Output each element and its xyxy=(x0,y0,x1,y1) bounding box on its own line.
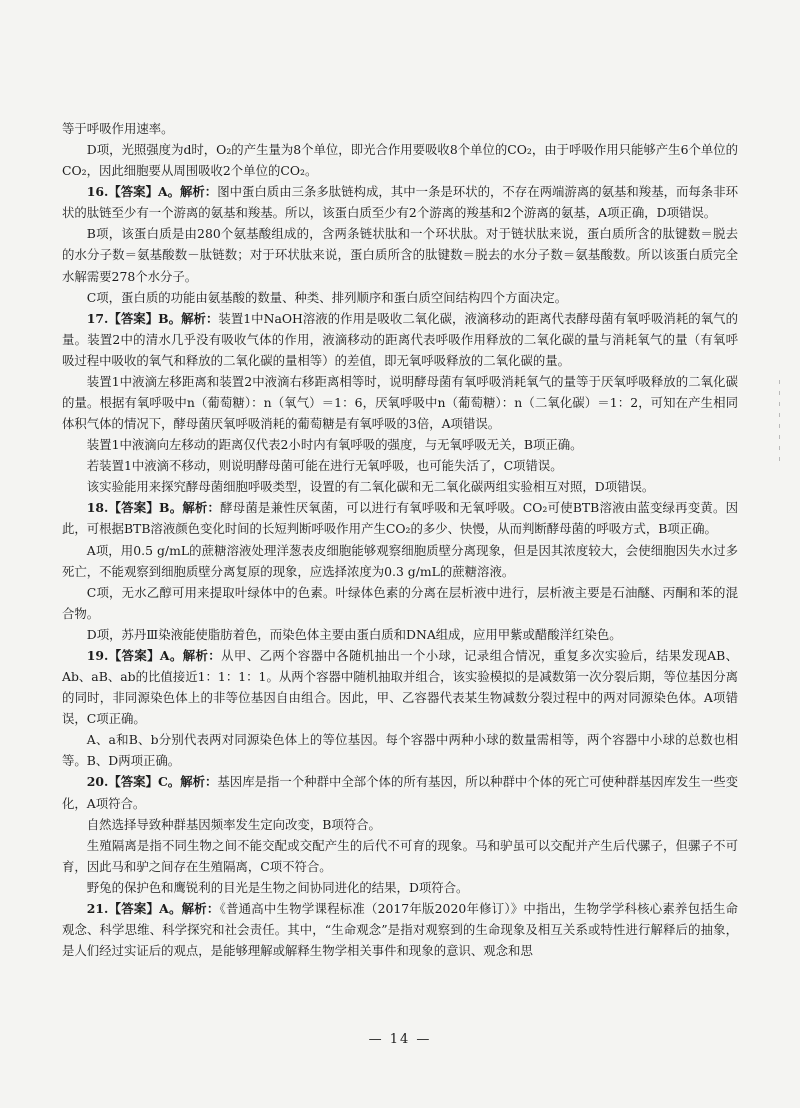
body-paragraph xyxy=(62,814,738,835)
paragraph-text: 《普通高中生物学课程标准（2017年版2020年修订）》中指出，生物学学科核心素养包括生命观念、科学思维、科学探究和社会责任。其中，“生命观念”是指对观察到的生命现象及相互关系或特性进行解释后的抽象，是人们经过实证后的观点，是能够理解或解释生物学相关事件和现象的意识、观念和思 xyxy=(62,900,738,959)
body-paragraph xyxy=(62,139,738,181)
question-number: 21. xyxy=(86,900,109,916)
paragraph-text: 装置1中液滴左移距离和装置2中液滴右移距离相等时，说明酵母菌有氧呼吸消耗氧气的量等于厌氧呼吸释放的二氧化碳的量。根据有氧呼吸中n（葡萄糖）：n（氧气）＝1：6，厌氧呼吸中n（葡萄糖）：n（二氧化碳）＝1：2，可知在产生相同体积气体的情况下，酵母菌厌氧呼吸消耗的葡萄糖是有氧呼吸的3倍，A项错误。 xyxy=(62,373,738,432)
paragraph-text: C项，蛋白质的功能由氨基酸的数量、种类、排列顺序和蛋白质空间结构四个方面决定。 xyxy=(86,289,568,305)
paragraph-text: D项，苏丹Ⅲ染液能使脂肪着色，而染色体主要由蛋白质和DNA组成，应用甲紫或醋酸洋红染色。 xyxy=(86,626,622,642)
body-paragraph xyxy=(62,540,738,582)
answer-explanation-paragraph xyxy=(62,645,738,729)
paragraph-text: B项，该蛋白质是由280个氨基酸组成的，含两条链状肽和一个环状肽。对于链状肽来说，蛋白质所含的肽键数＝脱去的水分子数＝氨基酸数－肽链数；对于环状肽来说，蛋白质所含的肽键数＝脱去的水分子数＝氨基酸数。所以该蛋白质完全水解需要278个水分子。 xyxy=(62,226,738,284)
paragraph-text: 野兔的保护色和鹰锐利的目光是生物之间协同进化的结果，D项符合。 xyxy=(86,879,469,895)
question-number: 19. xyxy=(86,647,109,663)
question-number: 17. xyxy=(86,310,109,326)
paragraph-text: 生殖隔离是指不同生物之间不能交配或交配产生的后代不可育的现象。马和驴虽可以交配并产生后代骡子，但骡子不可育，因此马和驴之间存在生殖隔离，C项不符合。 xyxy=(62,837,738,874)
answer-label: 【答案】A。解析： xyxy=(108,184,218,200)
answer-explanation-paragraph xyxy=(62,181,738,223)
paragraph-text: A、a和B、b分别代表两对同源染色体上的等位基因。每个容器中两种小球的数量需相等，两个容器中小球的总数也相等。B、D两项正确。 xyxy=(62,732,738,769)
body-paragraph xyxy=(62,624,738,645)
body-paragraph xyxy=(62,118,738,139)
question-number: 20. xyxy=(86,774,109,790)
paragraph-text: 该实验能用来探究酵母菌细胞呼吸类型，设置的有二氧化碳和无二氧化碳两组实验相互对照，D项错误。 xyxy=(86,479,655,495)
paragraph-text: A项，用0.5 g/mL的蔗糖溶液处理洋葱表皮细胞能够观察细胞质壁分离现象，但是因其浓度较大，会使细胞因失水过多死亡，不能观察到细胞质壁分离复原的现象，应选择浓度为0.3 g/mL的蔗糖溶液。 xyxy=(62,542,738,579)
paragraph-text: 自然选择导致种群基因频率发生定向改变，B项符合。 xyxy=(86,816,381,832)
answer-label: 【答案】A。解析： xyxy=(108,900,220,916)
answer-label: 【答案】C。解析： xyxy=(108,774,218,790)
answer-label: 【答案】B。解析： xyxy=(108,310,219,326)
body-paragraph xyxy=(62,434,738,455)
paragraph-text: 基因库是指一个种群中全部个体的所有基因，所以种群中个体的死亡可使种群基因库发生一些变化，A项符合。 xyxy=(62,774,739,811)
body-paragraph xyxy=(62,223,738,286)
body-paragraph xyxy=(62,287,738,308)
answer-label: 【答案】B。解析： xyxy=(108,500,221,516)
body-paragraph xyxy=(62,729,738,771)
answer-label: 【答案】A。解析： xyxy=(108,647,222,663)
paragraph-text: 装置1中NaOH溶液的作用是吸收二氧化碳，液滴移动的距离代表酵母菌有氧呼吸消耗的氧气的量。装置2中的清水几乎没有吸收气体的作用，液滴移动的距离代表呼吸作用释放的二氧化碳的量与消耗氧气的量（有氧呼吸过程中吸收的氧气和释放的二氧化碳的量相等）的差值，即无氧呼吸释放的二氧化碳的量。 xyxy=(62,310,738,368)
body-paragraph xyxy=(62,476,738,497)
body-paragraph xyxy=(62,582,738,624)
paragraph-text: 若装置1中液滴不移动，则说明酵母菌可能在进行无氧呼吸，也可能失活了，C项错误。 xyxy=(86,458,563,474)
body-paragraph xyxy=(62,835,738,877)
answer-explanation-paragraph xyxy=(62,771,738,813)
body-paragraph xyxy=(62,371,738,434)
answer-explanation-paragraph xyxy=(62,497,738,539)
paragraph-text: D项，光照强度为d时，O₂的产生量为8个单位，即光合作用要吸收8个单位的CO₂，由于呼吸作用只能够产生6个单位的CO₂，因此细胞要从周围吸收2个单位的CO₂。 xyxy=(62,142,739,179)
paragraph-text: 装置1中液滴向左移动的距离仅代表2小时内有氧呼吸的强度，与无氧呼吸无关，B项正确。 xyxy=(86,437,583,453)
binding-margin-marks xyxy=(778,380,782,468)
paragraph-text: 从甲、乙两个容器中各随机抽出一个小球，记录组合情况，重复多次实验后，结果发现AB、Ab、aB、ab的比值接近1：1：1：1。从两个容器中随机抽取并组合，该实验模拟的是减数第一次分裂后期，等位基因分离的同时，非同源染色体上的非等位基因自由组合。因此，甲、乙容器代表某生物减数分裂过程中的两对同源染色体。A项错误，C项正确。 xyxy=(62,647,738,727)
body-paragraph xyxy=(62,877,738,898)
paragraph-text: C项，无水乙醇可用来提取叶绿体中的色素。叶绿体色素的分离在层析液中进行，层析液主要是石油醚、丙酮和苯的混合物。 xyxy=(62,584,738,621)
body-paragraph xyxy=(62,455,738,476)
answer-explanation-paragraph xyxy=(62,898,738,961)
paragraph-text: 酵母菌是兼性厌氧菌，可以进行有氧呼吸和无氧呼吸。CO₂可使BTB溶液由蓝变绿再变黄。因此，可根据BTB溶液颜色变化时间的长短判断呼吸作用产生CO₂的多少、快慢，从而判断酵母菌的呼吸方式，B项正确。 xyxy=(62,500,738,537)
paragraph-text: 图中蛋白质由三条多肽链构成，其中一条是环状的，不存在两端游离的氨基和羧基，而每条非环状的肽链至少有一个游离的氨基和羧基。所以，该蛋白质至少有2个游离的羧基和2个游离的氨基，A项正确，D项错误。 xyxy=(62,184,738,221)
question-number: 18. xyxy=(86,500,109,516)
question-number: 16. xyxy=(86,184,109,200)
page-body xyxy=(62,118,738,961)
paragraph-text: 等于呼吸作用速率。 xyxy=(62,121,174,136)
page-number: — 14 — xyxy=(368,1032,432,1047)
answer-explanation-paragraph xyxy=(62,308,738,371)
